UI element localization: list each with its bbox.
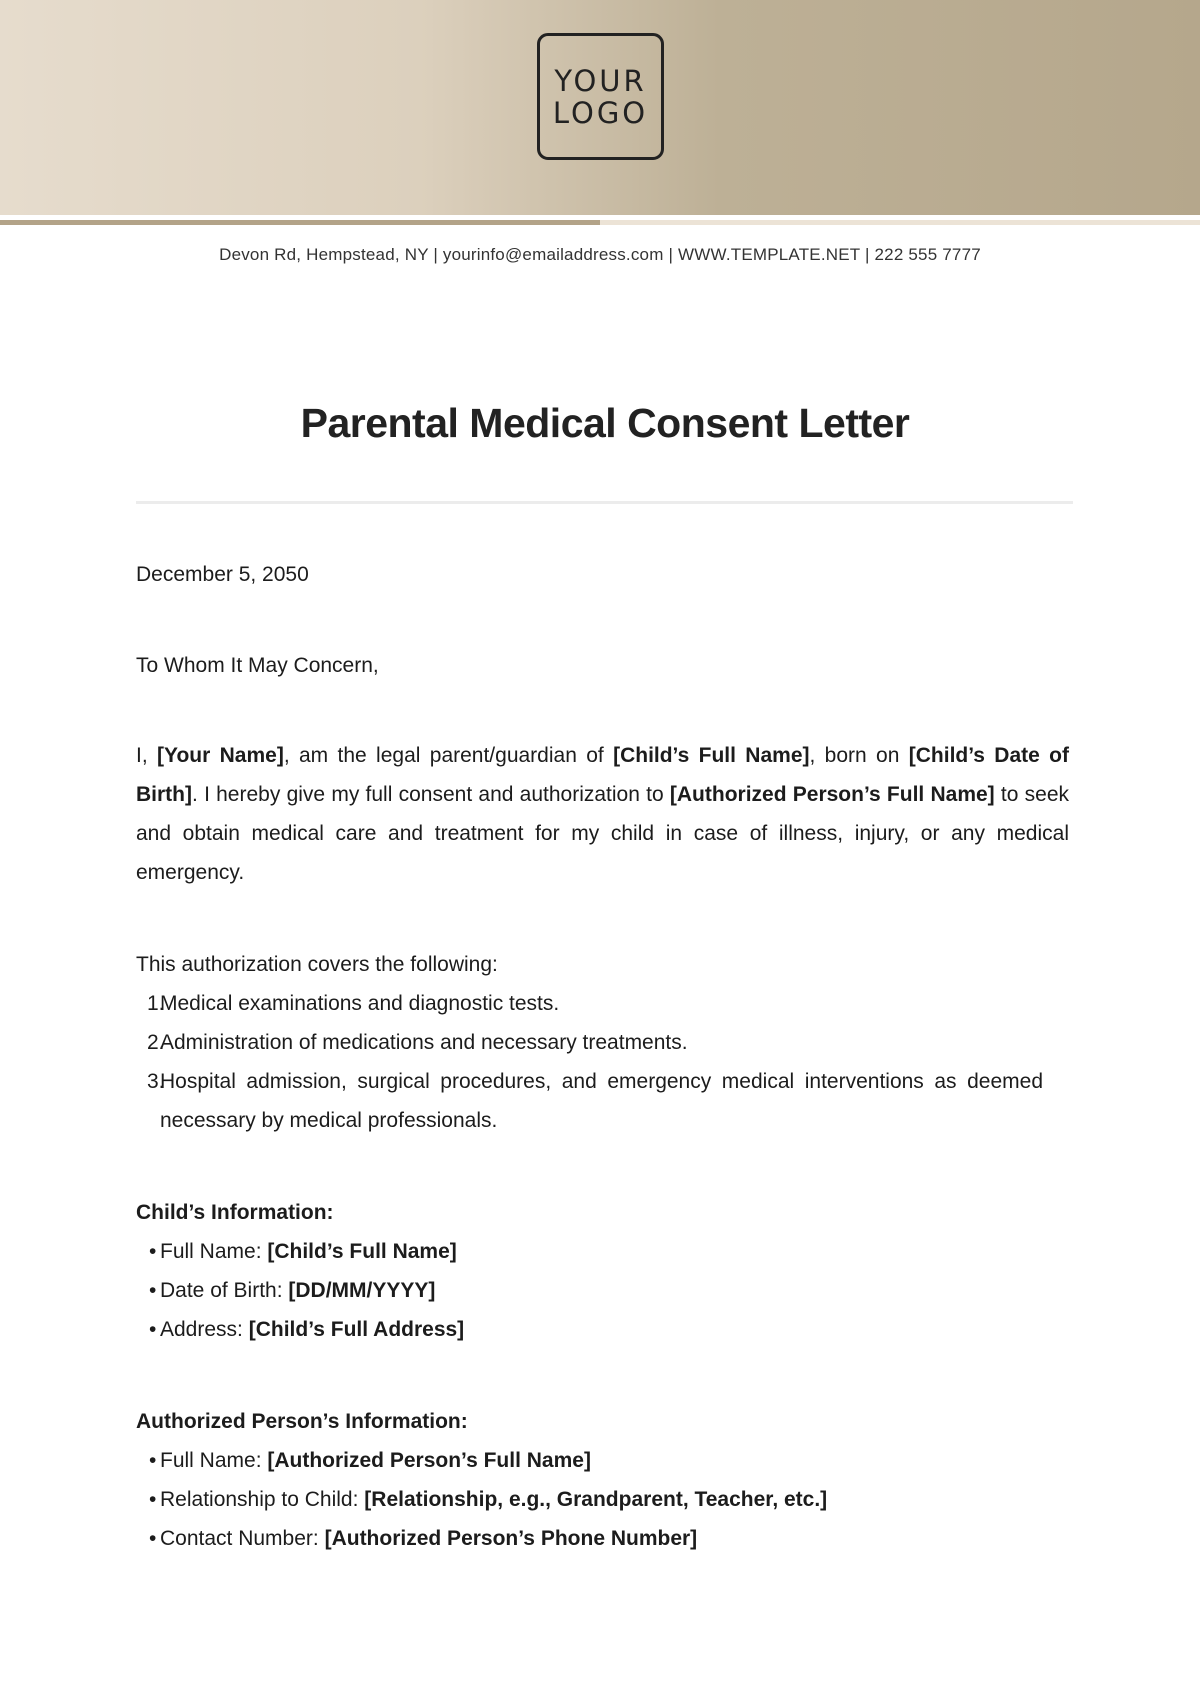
list-number: 2. bbox=[147, 1031, 165, 1054]
child-info-list bbox=[136, 1232, 1069, 1349]
bullet-icon: • bbox=[149, 1527, 157, 1550]
list-item bbox=[136, 984, 1069, 1023]
list-item bbox=[136, 1232, 1069, 1271]
field-label: Address: bbox=[160, 1318, 249, 1341]
authorized-name-placeholder: [Authorized Person’s Full Name] bbox=[669, 783, 995, 806]
list-number: 1. bbox=[147, 992, 165, 1015]
letter-date: December 5, 2050 bbox=[136, 563, 309, 586]
list-item bbox=[136, 1023, 1069, 1062]
bullet-icon: • bbox=[149, 1488, 157, 1511]
authorized-info-heading: Authorized Person’s Information: bbox=[136, 1410, 468, 1433]
para-text-3: , born on bbox=[809, 744, 909, 767]
your-name-placeholder: [Your Name] bbox=[157, 744, 284, 767]
list-item bbox=[136, 1271, 1069, 1310]
para-text-1: I, bbox=[136, 744, 158, 767]
field-label: Date of Birth: bbox=[160, 1279, 289, 1302]
list-item-text: Medical examinations and diagnostic tests. bbox=[160, 992, 560, 1015]
field-label: Contact Number: bbox=[160, 1527, 325, 1550]
child-dob-placeholder: [Child’s Date of Birth] bbox=[136, 744, 1069, 806]
child-info-heading: Child’s Information: bbox=[136, 1201, 334, 1224]
consent-paragraph bbox=[136, 736, 1069, 892]
bullet-icon: • bbox=[149, 1449, 157, 1472]
list-item bbox=[136, 1519, 1069, 1558]
contact-line: Devon Rd, Hempstead, NY | yourinfo@emailaddress.com | WWW.TEMPLATE.NET | 222 555 7777 bbox=[219, 245, 981, 264]
header-stripe-tan bbox=[0, 220, 1200, 225]
bullet-icon: • bbox=[149, 1240, 157, 1263]
field-value: [Child’s Full Address] bbox=[248, 1318, 465, 1341]
list-item bbox=[136, 1441, 1069, 1480]
logo bbox=[537, 33, 664, 160]
child-name-placeholder: [Child’s Full Name] bbox=[613, 744, 810, 767]
list-item bbox=[136, 1062, 1069, 1140]
authorization-list bbox=[136, 984, 1069, 1140]
field-label: Relationship to Child: bbox=[160, 1488, 365, 1511]
logo-line-2: LOGO bbox=[552, 95, 649, 130]
list-item bbox=[136, 1480, 1069, 1519]
logo-line-1: YOUR bbox=[554, 63, 647, 98]
bullet-icon: • bbox=[149, 1318, 157, 1341]
salutation: To Whom It May Concern, bbox=[136, 654, 379, 677]
bullet-icon: • bbox=[149, 1279, 157, 1302]
authorization-intro: This authorization covers the following: bbox=[136, 953, 498, 976]
list-item-text: Administration of medications and necessary treatments. bbox=[160, 1031, 688, 1054]
para-text-5: to seek and obtain medical care and treatment for my child in case of illness, injury, or any medical emergency. bbox=[136, 783, 1070, 884]
header-band bbox=[0, 0, 1200, 215]
list-item-text: Hospital admission, surgical procedures, and emergency medical interventions as deemed necessary by medical professionals. bbox=[160, 1070, 1043, 1132]
field-value: [Authorized Person’s Full Name] bbox=[267, 1449, 591, 1472]
field-value: [Child’s Full Name] bbox=[267, 1240, 457, 1263]
list-number: 3. bbox=[147, 1070, 165, 1093]
field-value: [DD/MM/YYYY] bbox=[288, 1279, 436, 1302]
field-value: [Relationship, e.g., Grandparent, Teacher, etc.] bbox=[364, 1488, 828, 1511]
title-divider bbox=[136, 501, 1073, 504]
para-text-4: . I hereby give my full consent and authorization to bbox=[192, 783, 670, 806]
page-title: Parental Medical Consent Letter bbox=[300, 400, 910, 446]
field-label: Full Name: bbox=[160, 1449, 268, 1472]
list-item bbox=[136, 1310, 1069, 1349]
field-label: Full Name: bbox=[160, 1240, 268, 1263]
para-text-2: , am the legal parent/guardian of bbox=[283, 744, 614, 767]
field-value: [Authorized Person’s Phone Number] bbox=[324, 1527, 698, 1550]
authorized-info-list bbox=[136, 1441, 1069, 1558]
